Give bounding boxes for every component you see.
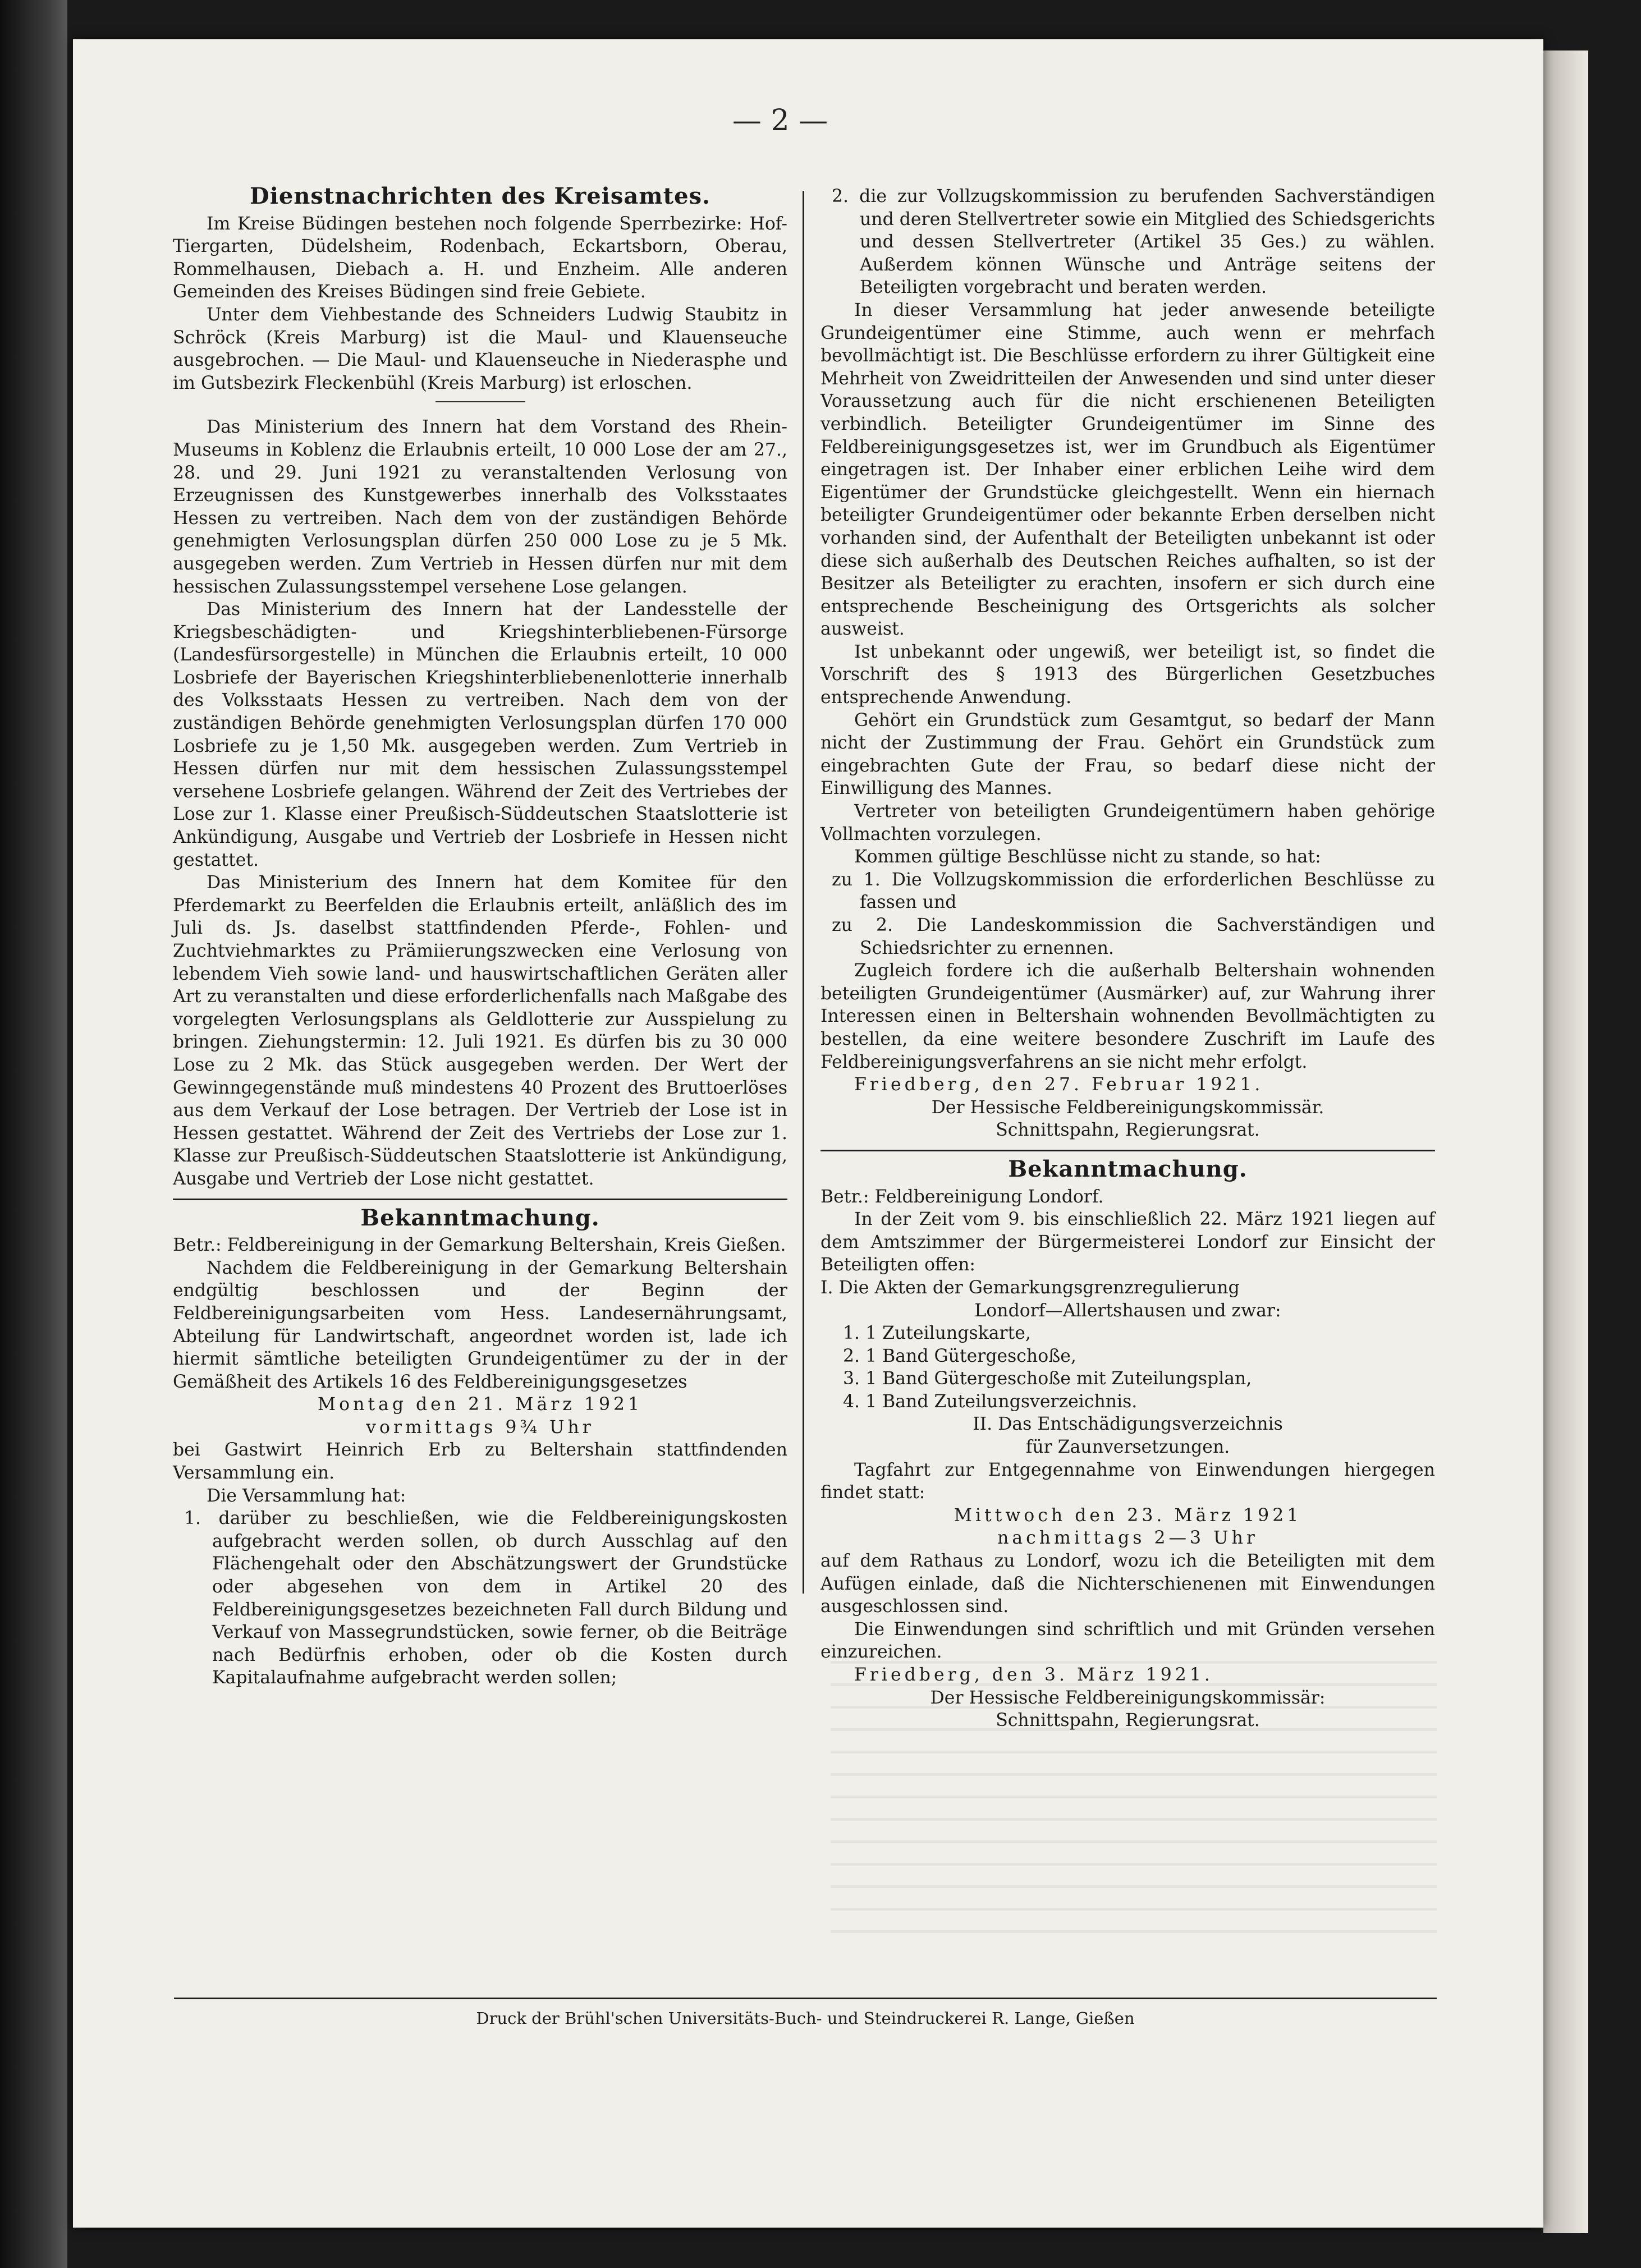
section-heading-bekanntmachung: Bekanntmachung. [1008, 1155, 1248, 1182]
paragraph: auf dem Rathaus zu Londorf, wozu ich die Beteiligten mit dem Aufügen einlade, daß die Nichterschienenen mit Einwendungen ausgeschlossen sind. [820, 1551, 1435, 1617]
paragraph: bei Gastwirt Heinrich Erb zu Beltershain stattfindenden Versammlung ein. [173, 1440, 787, 1484]
signature-office: Der Hessische Feldbereinigungskommissär: [930, 1687, 1326, 1708]
signature-name: Schnittspahn, Regierungsrat. [996, 1120, 1260, 1141]
section-rule [820, 1150, 1435, 1151]
paragraph: In der Zeit vom 9. bis einschließlich 22. März 1921 liegen auf dem Amtszimmer der Bürgermeisterei Londorf zur Einsicht der Beteiligten offen: [820, 1209, 1435, 1275]
left-column [173, 185, 787, 1689]
column-divider [803, 191, 804, 1594]
separator [436, 401, 525, 402]
paragraph: Im Kreise Büdingen bestehen noch folgende Sperrbezirke: Hof-Tiergarten, Düdelsheim, Rodenbach, Eckartsborn, Oberau, Rommelhausen, Diebach a. H. und Enzheim. Alle anderen Gemeinden des Kreises Büdingen sind freie Gebiete. [173, 213, 787, 302]
paragraph: Kommen gültige Beschlüsse nicht zu stande, so hat: [854, 847, 1321, 867]
paragraph: Das Ministerium des Innern hat dem Komitee für den Pferdemarkt zu Beerfelden die Erlaubnis erteilt, anläßlich des im Juli ds. Js. daselbst stattfindenden Pferde-, Fohlen- und Zuchtviehmarktes zu Prämiierungszwecken eine Verlosung von lebendem Vieh sowie land- und hauswirtschaftlichen Geräten aller Art zu veranstalten und diese erforderlichenfalls nach Maßgabe des vorgelegten Verlosungsplans als Geldlotterie zur Ausspielung zu bringen. Ziehungstermin: 12. Juli 1921. Es dürfen bis zu 30 000 Lose zu 2 Mk. das Stück ausgegeben werden. Der Wert der Gewinngegenstände muß mindestens 40 Prozent des Bruttoerlöses aus dem Verkauf der Lose betragen. Der Vertrieb der Lose ist in Hessen gestattet. Während der Zeit des Vertriebs der Lose zur 1. Klasse zur Preußisch-Süddeutschen Staatslotterie ist Ankündigung, Ausgabe und Vertrieb der Lose nicht gestattet. [173, 873, 787, 1189]
paragraph: Zugleich fordere ich die außerhalb Beltershain wohnenden beteiligten Grundeigentümer (Ausmärker) auf, zur Wahrung ihrer Interessen einen in Beltershain wohnenden Bevollmächtigten zu bestellen, da eine weitere besondere Zuschrift im Laufe des Feldbereinigungsverfahrens an sie nicht mehr erfolgt. [820, 961, 1435, 1072]
list-item: zu 1. Die Vollzugskommission die erforderlichen Beschlüsse zu fassen und [832, 869, 1435, 913]
paragraph: Die Einwendungen sind schriftlich und mit Gründen versehen einzureichen. [820, 1619, 1435, 1663]
section-rule [173, 1199, 787, 1200]
subject-line: Betr.: Feldbereinigung Londorf. [820, 1186, 1104, 1207]
list-item: 2. die zur Vollzugskommission zu berufenden Sachverständigen und deren Stellvertreter sowie ein Mitglied des Schiedsgerichts und dessen Stellvertreter (Artikel 35 Ges.) zu wählen. Außerdem können Wünsche und Anträge seitens der Beteiligten vorgebracht und beraten werden. [832, 186, 1435, 298]
signature-name: Schnittspahn, Regierungsrat. [996, 1710, 1260, 1731]
meeting-date: Montag den 21. März 1921 [317, 1394, 643, 1415]
book-spine [0, 0, 67, 2268]
roman-item-cont: für Zaunversetzungen. [1025, 1437, 1230, 1458]
paragraph: Tagfahrt zur Entgegennahme von Einwendungen hiergegen findet statt: [820, 1459, 1435, 1503]
paragraph: Die Versammlung hat: [207, 1485, 406, 1506]
roman-item: II. Das Entschädigungsverzeichnis [973, 1414, 1283, 1435]
list-item: 1. darüber zu beschließen, wie die Feldbereinigungskosten aufgebracht werden sollen, ob durch Ausschlag auf den Flächengehalt oder den Abschätzungswert der Grundstücke oder abgesehen von dem in Artikel 20 des Feldbereinigungsgesetzes bezeichneten Fall durch Bildung und Verkauf von Massegrundstücken, sowie ferner, ob die Beiträge nach Bedürfnis erhoben, oder ob die Kosten durch Kapitalaufnahme aufgebracht werden sollen; [184, 1508, 787, 1688]
page-number: — 2 — [732, 104, 828, 137]
meeting-date: Mittwoch den 23. März 1921 [954, 1505, 1302, 1526]
paragraph: Gehört ein Grundstück zum Gesamtgut, so bedarf der Mann nicht der Zustimmung der Frau. Gehört ein Grundstück zum eingebrachten Gute der Frau, so bedarf diese nicht der Einwilligung des Mannes. [820, 710, 1435, 799]
paragraph: Das Ministerium des Innern hat dem Vorstand des Rhein-Museums in Koblenz die Erlaubnis erteilt, 10 000 Lose der am 27., 28. und 29. Juni 1921 zu veranstaltenden Verlosung von Erzeugnissen des Kunstgewerbes innerhalb des Volksstaates Hessen zu vertreiben. Nach dem von der zuständigen Behörde genehmigten Verlosungsplan dürfen 250 000 Lose zu je 5 Mk. ausgegeben werden. Zum Vertrieb in Hessen dürfen nur mit dem hessischen Zulassungsstempel versehene Lose gelangen. [173, 417, 787, 597]
meeting-time: nachmittags 2—3 Uhr [997, 1528, 1258, 1549]
paragraph: Vertreter von beteiligten Grundeigentümern haben gehörige Vollmachten vorzulegen. [820, 801, 1435, 844]
signature-place-date: Friedberg, den 3. März 1921. [854, 1665, 1213, 1685]
signature-place-date: Friedberg, den 27. Februar 1921. [854, 1075, 1264, 1095]
paragraph: Nachdem die Feldbereinigung in der Gemarkung Beltershain endgültig beschlossen und der Beginn der Feldbereinigungsarbeiten vom Hess. Landesernährungsamt, Abteilung für Landwirtschaft, angeordnet worden ist, lade ich hiermit sämtliche beteiligten Grundeigentümer zu der in der Gemäßheit des Artikels 16 des Feldbereinigungsgesetzes [173, 1257, 787, 1392]
paragraph: Das Ministerium des Innern hat der Landesstelle der Kriegsbeschädigten- und Kriegshinterbliebenen-Fürsorge (Landesfürsorgestelle) in München die Erlaubnis erteilt, 10 000 Losbriefe der Bayerischen Kriegshinterbliebenenlotterie innerhalb des Volksstaats Hessen zu vertreiben. Nach dem von der zuständigen Behörde genehmigten Verlosungsplan dürfen 170 000 Losbriefe zu je 1,50 Mk. ausgegeben werden. Zum Vertrieb in Hessen dürfen nur mit dem hessischen Zulassungsstempel versehene Losbriefe gelangen. Während der Zeit des Vertriebes der Lose zur 1. Klasse einer Preußisch-Süddeutschen Staatslotterie ist Ankündigung, Ausgabe und Vertrieb der Losbriefe in Hessen nicht gestattet. [173, 599, 787, 870]
paragraph: In dieser Versammlung hat jeder anwesende beteiligte Grundeigentümer eine Stimme, auch wenn er mehrfach bevollmächtigt ist. Die Beschlüsse erfordern zu ihrer Gültigkeit eine Mehrheit von Zweidritteilen der Anwesenden und sind unter dieser Voraussetzung auch für die nicht erschienenen Beteiligten verbindlich. Beteiligter Grundeigentümer im Sinne des Feldbereinigungsgesetzes ist, wer im Grundbuch als Eigentümer eingetragen ist. Der Inhaber einer erblichen Leihe wird dem Eigentümer der Grundstücke gleichgestellt. Wenn ein hiernach beteiligter Grundeigentümer oder bekannte Erben derselben nicht vorhanden sind, der Aufenthalt der Beteiligten unbekannt ist oder diese sich außerhalb des Deutschen Reiches aufhalten, so ist der Besitzer als Beteiligter zu erachten, insofern er sich durch eine entsprechende Bescheinigung des Ortsgerichts als solcher ausweist. [820, 300, 1435, 640]
right-column [820, 185, 1435, 1732]
list-item: 1. 1 Zuteilungskarte, [843, 1323, 1031, 1344]
list-item: 4. 1 Band Zuteilungsverzeichnis. [843, 1391, 1138, 1412]
list-item: 3. 1 Band Gütergeschoße mit Zuteilungsplan, [843, 1369, 1252, 1389]
list-item: 2. 1 Band Gütergeschoße, [843, 1346, 1076, 1366]
section-heading-bekanntmachung: Bekanntmachung. [360, 1204, 600, 1231]
paragraph: Unter dem Viehbestande des Schneiders Ludwig Staubitz in Schröck (Kreis Marburg) ist die Maul- und Klauenseuche ausgebrochen. — Die Maul- und Klauenseuche in Niederasphe und im Gutsbezirk Fleckenbühl (Kreis Marburg) ist erloschen. [173, 304, 787, 393]
section-heading-kreisamt: Dienstnachrichten des Kreisamtes. [250, 183, 711, 209]
subject-line: Betr.: Feldbereinigung in der Gemarkung Beltershain, Kreis Gießen. [173, 1235, 786, 1256]
roman-item: I. Die Akten der Gemarkungsgrenzregulierung [820, 1277, 1240, 1298]
signature-office: Der Hessische Feldbereinigungskommissär. [931, 1097, 1324, 1118]
printer-imprint: Druck der Brühl'schen Universitäts-Buch- und Steindruckerei R. Lange, Gießen [476, 2009, 1135, 2028]
paragraph: Ist unbekannt oder ungewiß, wer beteiligt ist, so findet die Vorschrift des § 1913 des Bürgerlichen Gesetzbuches entsprechende Anwendung. [820, 641, 1435, 708]
roman-item-cont: Londorf—Allertshausen und zwar: [974, 1300, 1281, 1321]
page-edge [1543, 50, 1588, 2233]
footer-rule [174, 1998, 1437, 1999]
list-item: zu 2. Die Landeskommission die Sachverständigen und Schiedsrichter zu ernennen. [832, 915, 1435, 958]
meeting-time: vormittags 9¾ Uhr [366, 1417, 594, 1438]
